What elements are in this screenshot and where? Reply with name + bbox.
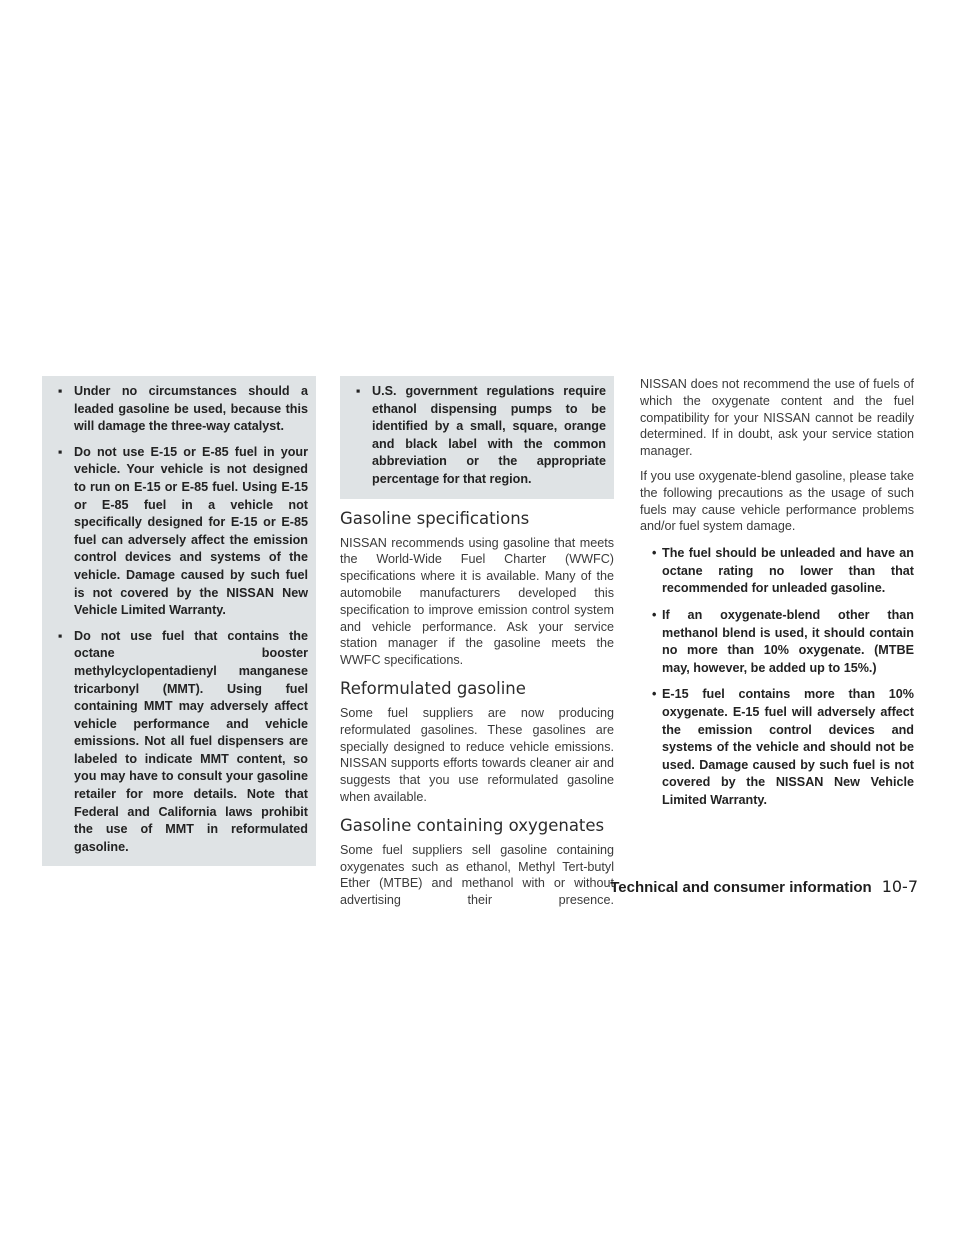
precaution-item: • E-15 fuel contains more than 10% oxygenate. E-15 fuel will adversely affect the emission control devices and systems of the vehicle and should not be used. Damage caused by such fuel is not covered by the NISSAN New Vehicle Limited Warranty. [652,687,914,807]
precaution-item-text: If an oxygenate-blend other than methanol blend is used, it should contain no more than 10% oxygenate. (MTBE may, however, be added up to 15%.) [662,607,914,675]
section-body-gasoline-specifications: NISSAN recommends using gasoline that meets the World-Wide Fuel Charter (WWFC) specifications where it is available. Many of the automobile manufacturers developed this specification to improve emission control system and vehicle performance. Ask your service station manager if the gasoline meets the WWFC specifications. [340,535,614,668]
caution-item: ▪ U.S. government regulations require ethanol dispensing pumps to be identified by a small, square, orange and black label with the common abbreviation or the appropriate percentage for that region. [356,384,606,486]
caution-item-text: U.S. government regulations require ethanol dispensing pumps to be identified by a small, square, orange and black label with the common abbreviation or the appropriate percentage for that region. [372,384,606,486]
footer-section-title: Technical and consumer information [610,879,872,896]
right-column [640,376,914,818]
caution-item-text: Do not use fuel that contains the octane booster methylcyclopentadienyl manganese tricarbonyl (MMT). Using fuel containing MMT may adversely affect vehicle performance and vehicle emissions. Not all fuel dispensers are labeled to indicate MMT content, so you may have to consult your gasoline retailer for more details. Note that Federal and California laws prohibit the use of MMT in reformulated gasoline. [74,628,308,854]
precautions-list [640,545,914,809]
section-body-reformulated-gasoline: Some fuel suppliers are now producing reformulated gasolines. These gasolines are specially designed to reduce vehicle emissions. NISSAN supports efforts towards cleaner air and suggests that you use reformulated gasoline when available. [340,705,614,804]
caution-box-ethanol [340,376,614,499]
paragraph: NISSAN does not recommend the use of fuels of which the oxygenate content and the fuel compatibility for your NISSAN cannot be readily determined. If in doubt, ask your service station manager. [640,377,914,459]
section-heading-reformulated-gasoline: Reformulated gasoline [340,678,526,698]
middle-column [340,376,614,917]
left-column [42,376,316,866]
precaution-item-text: The fuel should be unleaded and have an octane rating no lower than that recommended for unleaded gasoline. [662,546,914,596]
page-footer [610,877,918,896]
caution-item: ▪ Do not use E-15 or E-85 fuel in your vehicle. Your vehicle is not designed to run on E-15 or E-85 fuel. Using E-15 or E-85 fuel in a vehicle not specifically designed for E-15 or E-85 fuel can adversely affect the emission control devices and systems of the vehicle. Damage caused by such fuel is not covered by the NISSAN New Vehicle Limited Warranty. [58,444,308,618]
precaution-item-text: E-15 fuel contains more than 10% oxygenate. E-15 fuel will adversely affect the emission control devices and systems of the vehicle and should not be used. Damage caused by such fuel is not covered by the NISSAN New Vehicle Limited Warranty. [662,687,914,807]
page-number: 10-7 [881,877,918,896]
section-heading-oxygenates: Gasoline containing oxygenates [340,815,605,835]
caution-item: ▪ Do not use fuel that contains the octane booster methylcyclopentadienyl manganese tricarbonyl (MMT). Using fuel containing MMT may adversely affect vehicle performance and vehicle emissions. Not all fuel dispensers are labeled to indicate MMT content, so you may have to consult your gasoline retailer for more details. Note that Federal and California laws prohibit the use of MMT in reformulated gasoline. [58,628,308,854]
caution-item: ▪ Under no circumstances should a leaded gasoline be used, because this will damage the three-way catalyst. [58,384,308,434]
precaution-item: • If an oxygenate-blend other than methanol blend is used, it should contain no more than 10% oxygenate. (MTBE may, however, be added up to 15%.) [652,607,914,675]
section-heading-gasoline-specifications: Gasoline specifications [340,508,530,528]
caution-item-text: Under no circumstances should a leaded gasoline be used, because this will damage the three-way catalyst. [74,384,308,434]
caution-box [42,376,316,866]
paragraph: If you use oxygenate-blend gasoline, please take the following precautions as the usage of such fuels may cause vehicle performance problems and/or fuel system damage. [640,468,914,534]
caution-list [50,383,308,856]
caution-list [348,383,606,489]
precaution-item: • The fuel should be unleaded and have an octane rating no lower than that recommended for unleaded gasoline. [652,546,914,596]
section-body-oxygenates: Some fuel suppliers sell gasoline containing oxygenates such as ethanol, Methyl Tert-butyl Ether (MTBE) and methanol with or without advertising their presence. [340,842,614,908]
caution-item-text: Do not use E-15 or E-85 fuel in your vehicle. Your vehicle is not designed to run on E-15 or E-85 fuel. Using E-15 or E-85 fuel in a vehicle not specifically designed for E-15 or E-85 fuel can adversely affect the emission control devices and systems of the vehicle. Damage caused by such fuel is not covered by the NISSAN New Vehicle Limited Warranty. [74,444,308,618]
